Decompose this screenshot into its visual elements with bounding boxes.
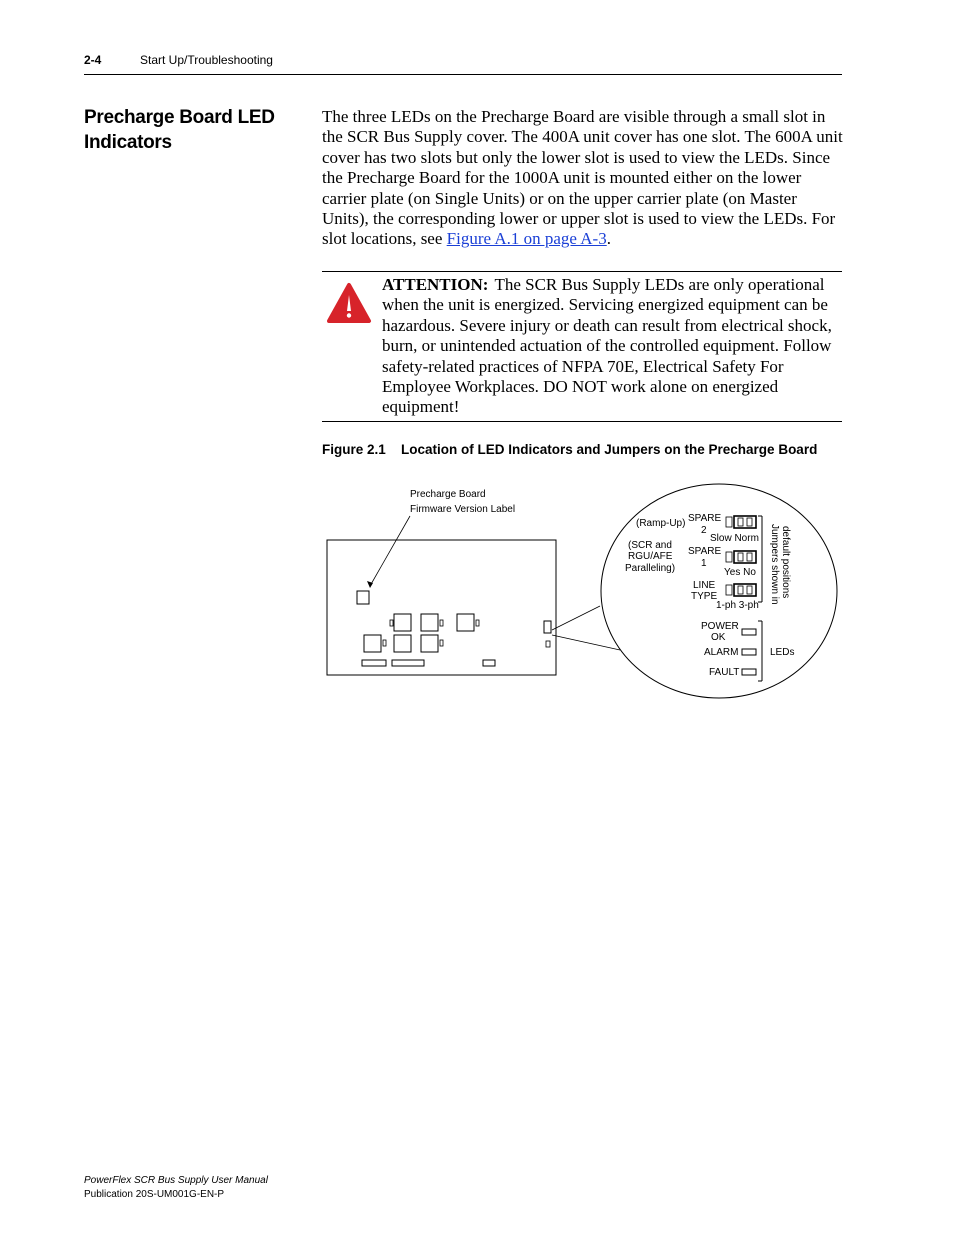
- body-paragraph: [322, 107, 847, 250]
- firmware-label-square: [357, 591, 369, 604]
- header-rule: [84, 74, 842, 75]
- attention-rule-bottom: [322, 421, 842, 422]
- board-outline: [327, 540, 556, 675]
- component: [364, 635, 381, 652]
- callout-line: [552, 635, 620, 650]
- attention-label: ATTENTION:: [382, 275, 489, 294]
- body-text: The three LEDs on the Precharge Board are visible through a small slot in the SCR Bus Supply cover. The 400A unit cover has one slot. The 600A unit cover has two slots but only the lower slot is used to view the LEDs. Since the Precharge Board for the 1000A unit is mounted either on the lower carrier plate (on Single Units) or on the upper carrier plate (on Master Units), the corresponding lower or upper slot is used to view the LEDs. For slot locations, see: [322, 107, 843, 249]
- connector: [392, 660, 424, 666]
- label-line: LINE: [693, 580, 716, 591]
- label-spare2: SPARE: [688, 513, 722, 524]
- component-pin: [476, 620, 479, 626]
- label-alarm: ALARM: [704, 647, 739, 658]
- component: [457, 614, 474, 631]
- label-spare2-num: 2: [701, 525, 707, 536]
- footer-manual-title: PowerFlex SCR Bus Supply User Manual: [84, 1175, 268, 1186]
- connector: [362, 660, 386, 666]
- label-jumpers-shown: Jumpers shown in: [769, 524, 780, 605]
- label-phase: 1-ph 3-ph: [716, 600, 759, 611]
- label-precharge-board: Precharge Board: [410, 489, 486, 500]
- attention-block: [382, 275, 844, 418]
- chapter-title: Start Up/Troubleshooting: [140, 53, 273, 67]
- label-spare1: SPARE: [688, 546, 722, 557]
- label-rgu-afe: RGU/AFE: [628, 551, 673, 562]
- component: [394, 614, 411, 631]
- component: [421, 635, 438, 652]
- figure-caption-text: Location of LED Indicators and Jumpers on the Precharge Board: [401, 442, 818, 457]
- component-pin: [440, 640, 443, 646]
- label-firmware-version: Firmware Version Label: [410, 504, 516, 515]
- label-ok: OK: [711, 632, 726, 643]
- label-ramp-up: (Ramp-Up): [636, 518, 686, 529]
- label-paralleling: Paralleling): [625, 563, 676, 574]
- component-pin: [390, 620, 393, 626]
- attention-rule-top: [322, 271, 842, 272]
- board-jumper-block: [544, 621, 551, 633]
- label-yes-no: Yes No: [724, 567, 756, 578]
- section-title: Precharge Board LED Indicators: [84, 107, 275, 153]
- label-spare1-num: 1: [701, 558, 707, 569]
- figure-caption: [322, 442, 842, 457]
- component: [394, 635, 411, 652]
- figure-a1-link[interactable]: Figure A.1 on page A-3: [446, 229, 607, 249]
- body-end: .: [606, 229, 611, 249]
- attention-text: The SCR Bus Supply LEDs are only operational when the unit is energized. Servicing energized equipment can be hazardous. Severe injury or death can result from electrical shock, burn, or unintended actuation of the controlled equipment. Follow safety-related practices of NFPA 70E, Electrical Safety For Employee Workplaces. DO NOT work alone on energized equipment!: [382, 275, 832, 417]
- connector: [483, 660, 495, 666]
- label-scr-and: (SCR and: [628, 540, 672, 551]
- component-pin: [383, 640, 386, 646]
- callout-line: [552, 606, 600, 630]
- label-slow-norm: Slow Norm: [710, 533, 759, 544]
- warning-triangle-icon: [325, 281, 373, 325]
- footer-publication: Publication 20S-UM001G-EN-P: [84, 1189, 225, 1200]
- board-led: [546, 641, 550, 647]
- component-pin: [440, 620, 443, 626]
- label-leds: LEDs: [770, 647, 795, 658]
- label-power: POWER: [701, 621, 739, 632]
- firmware-leader-line: [370, 516, 410, 586]
- page-number: 2-4: [84, 53, 102, 67]
- precharge-board-figure: [322, 478, 842, 708]
- label-type: TYPE: [691, 591, 718, 602]
- figure-number: Figure 2.1: [322, 442, 386, 457]
- label-default-positions: default positions: [780, 526, 791, 599]
- label-fault: FAULT: [709, 667, 740, 678]
- component: [421, 614, 438, 631]
